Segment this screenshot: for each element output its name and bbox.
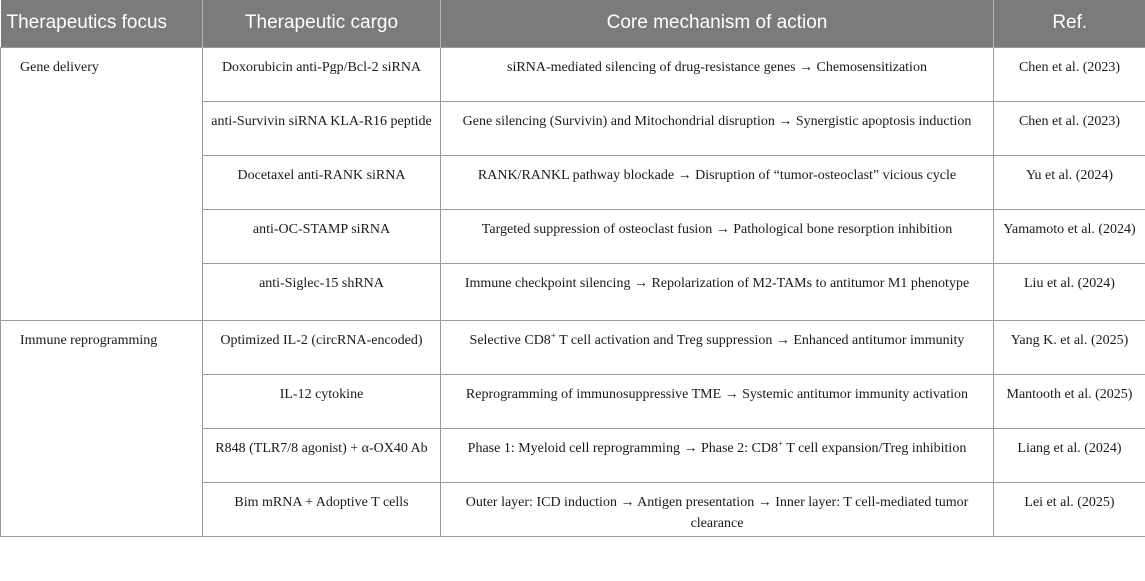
- header-core-mechanism: Core mechanism of action: [441, 0, 994, 47]
- header-ref: Ref.: [1052, 12, 1088, 34]
- superscript-plus: +: [550, 329, 556, 340]
- ref-cell: Liang et al. (2024): [994, 428, 1145, 482]
- table-header-row: [1, 0, 1145, 47]
- mechanism-text-post: T cell expansion/Treg inhibition: [783, 440, 967, 456]
- focus-cell-immune-reprogramming: Immune reprogramming: [1, 320, 203, 536]
- focus-cell-gene-delivery: Gene delivery: [1, 47, 203, 320]
- cargo-cell: Doxorubicin anti-Pgp/Bcl-2 siRNA: [203, 47, 441, 101]
- cargo-cell: anti-OC-STAMP siRNA: [203, 209, 441, 263]
- table-row: [1, 47, 1145, 101]
- mechanism-text-post: T cell activation and Treg suppression → Enhanced antitumor immunity: [555, 332, 965, 348]
- mechanism-cell: [441, 320, 994, 374]
- mechanism-cell: Immune checkpoint silencing → Repolarization of M2-TAMs to antitumor M1 phenotype: [441, 263, 994, 320]
- cargo-cell: R848 (TLR7/8 agonist) + α-OX40 Ab: [203, 428, 441, 482]
- ref-cell: Chen et al. (2023): [994, 47, 1145, 101]
- mechanism-cell: [441, 428, 994, 482]
- ref-cell: Mantooth et al. (2025): [994, 374, 1145, 428]
- mechanism-cell: Gene silencing (Survivin) and Mitochondrial disruption → Synergistic apoptosis induction: [441, 101, 994, 155]
- ref-cell: Yang K. et al. (2025): [994, 320, 1145, 374]
- cargo-cell: anti-Siglec-15 shRNA: [203, 263, 441, 320]
- ref-cell: Yamamoto et al. (2024): [994, 209, 1145, 263]
- header-therapeutic-cargo: Therapeutic cargo: [203, 0, 441, 47]
- mechanism-cell: RANK/RANKL pathway blockade → Disruption of “tumor-osteoclast” vicious cycle: [441, 155, 994, 209]
- mechanism-cell: Targeted suppression of osteoclast fusion → Pathological bone resorption inhibition: [441, 209, 994, 263]
- superscript-plus: +: [777, 437, 784, 448]
- cargo-cell: IL-12 cytokine: [203, 374, 441, 428]
- ref-cell: Chen et al. (2023): [994, 101, 1145, 155]
- mechanism-cell: Reprogramming of immunosuppressive TME → Systemic antitumor immunity activation: [441, 374, 994, 428]
- cargo-cell: Optimized IL-2 (circRNA-encoded): [203, 320, 441, 374]
- mechanism-text-pre: Phase 1: Myeloid cell reprogramming → Phase 2: CD8: [467, 440, 778, 456]
- ref-cell: Liu et al. (2024): [994, 263, 1145, 320]
- cargo-cell: Docetaxel anti-RANK siRNA: [203, 155, 441, 209]
- mechanism-cell: Outer layer: ICD induction → Antigen presentation → Inner layer: T cell-mediated tumor clearance: [441, 482, 994, 536]
- ref-cell: Yu et al. (2024): [994, 155, 1145, 209]
- mechanism-text-pre: Selective CD8: [469, 332, 551, 348]
- cargo-cell: anti-Survivin siRNA KLA-R16 peptide: [203, 101, 441, 155]
- cargo-cell: Bim mRNA + Adoptive T cells: [203, 482, 441, 536]
- header-therapeutics-focus: Therapeutics focus: [1, 0, 203, 47]
- ref-cell: Lei et al. (2025): [994, 482, 1145, 536]
- mechanism-cell: siRNA-mediated silencing of drug-resistance genes → Chemosensitization: [441, 47, 994, 101]
- table-row: [1, 320, 1145, 374]
